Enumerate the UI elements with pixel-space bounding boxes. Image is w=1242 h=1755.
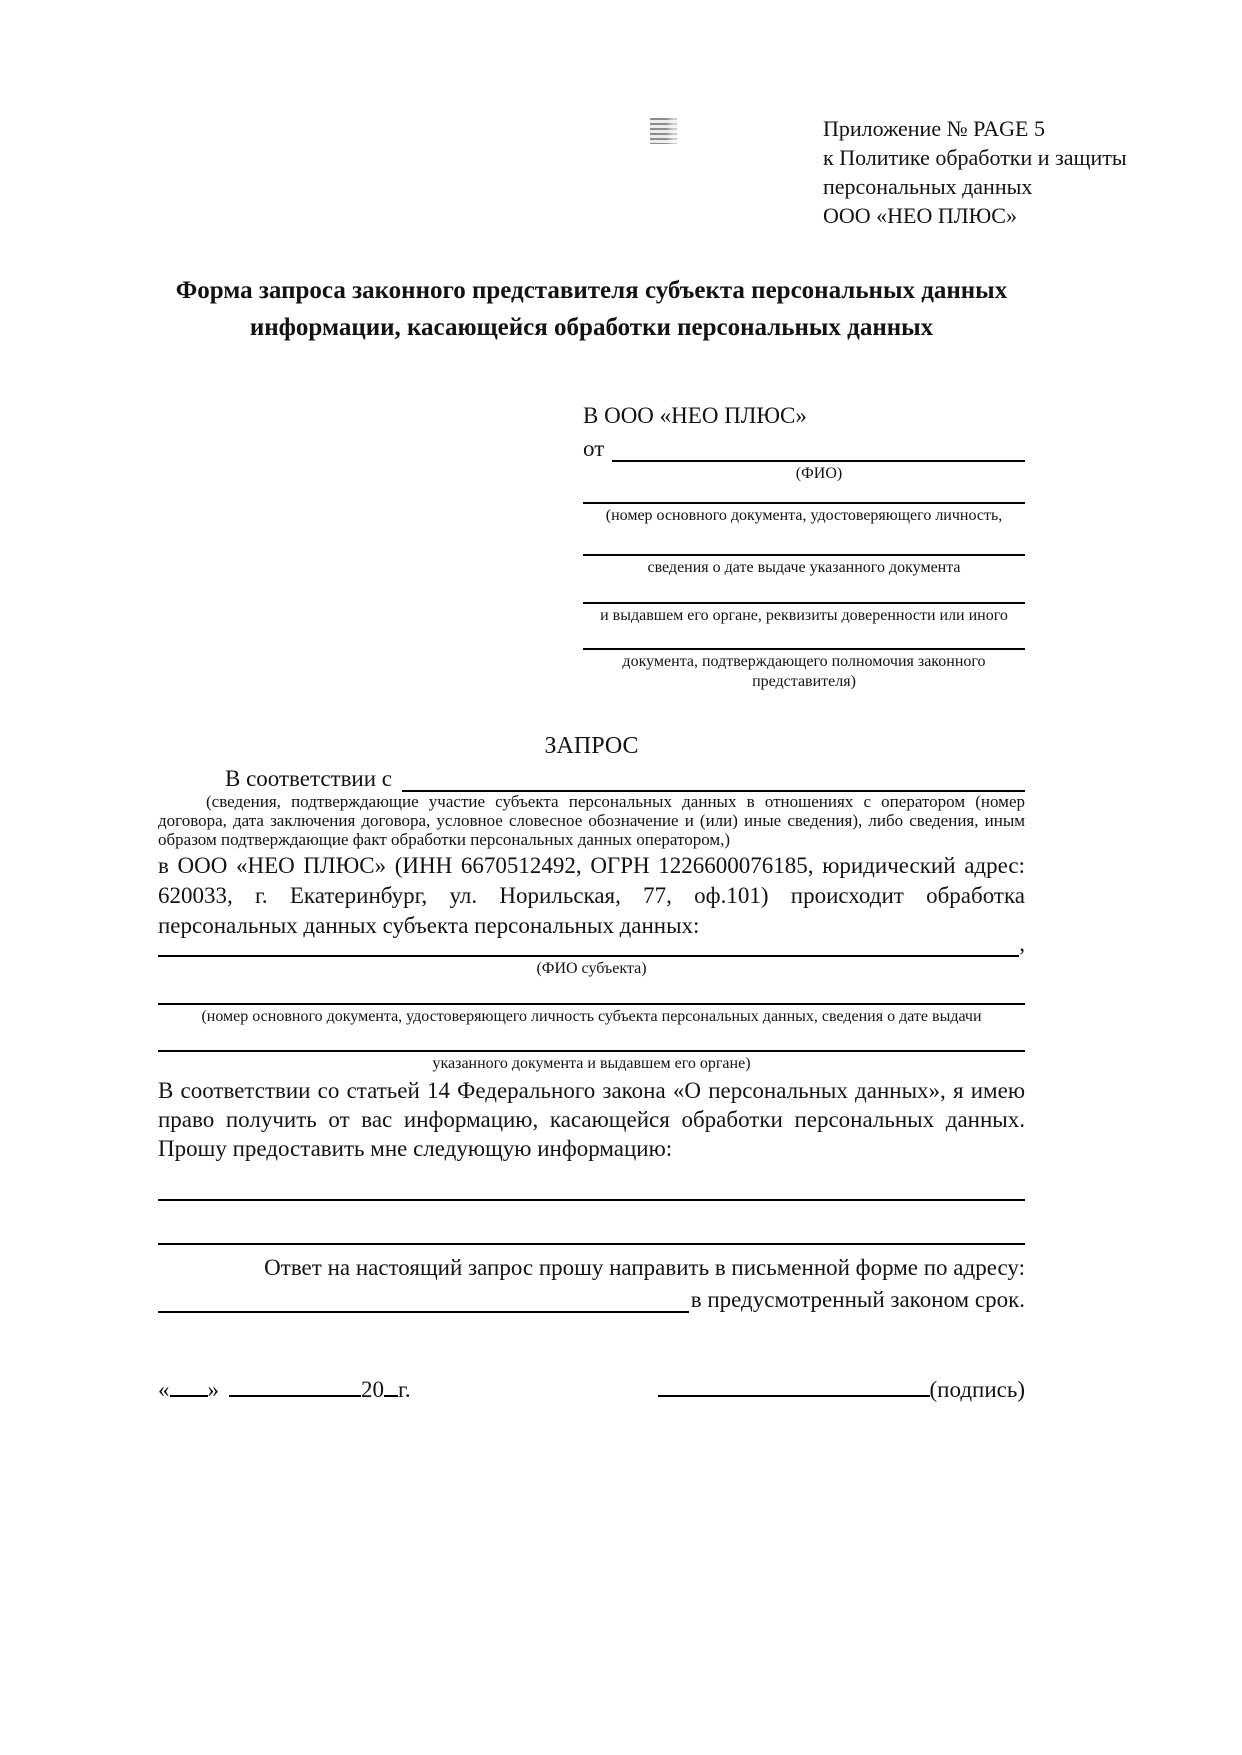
subject-fio-caption: (ФИО субъекта): [536, 960, 647, 977]
doc-authority-caption: и выдавшем его органе, реквизиты доверенности или иного: [600, 607, 1008, 624]
date-year-suffix: г.: [398, 1377, 411, 1402]
request-heading: ЗАПРОС: [544, 733, 639, 759]
fio-caption: (ФИО): [795, 465, 843, 482]
signature-blank-line: [658, 1375, 930, 1397]
document-title: [158, 272, 1025, 346]
in-accordance-label: В соответствии с: [225, 766, 393, 791]
reply-address-row: [158, 1283, 1025, 1313]
date-quote-open: «: [158, 1377, 170, 1402]
subject-fio-row: [158, 931, 1025, 957]
doc-number-caption: (номер основного документа, удостоверяющего личность,: [605, 507, 1003, 524]
appendix-policy-line1: к Политике обработки и защиты: [823, 145, 1127, 170]
reply-tail-text: в предусмотренный законом срок.: [690, 1287, 1025, 1312]
subject-doc-caption-2: указанного документа и выдавшем его органе): [432, 1055, 751, 1072]
signature-caption: (подпись): [929, 1377, 1025, 1402]
reply-request-line: Ответ на настоящий запрос прошу направить в письменной форме по адресу:: [264, 1255, 1025, 1280]
reply-address-blank-line: [158, 1285, 689, 1313]
in-accordance-blank-line: [402, 766, 1025, 792]
date-quote-close: »: [207, 1377, 219, 1402]
subject-fio-blank-line: [158, 941, 1019, 957]
date-month-blank: [229, 1375, 361, 1397]
doc-issue-date-group: [583, 526, 1025, 578]
doc-authority-blank-line: [583, 578, 1025, 604]
subject-doc-blank-line-1: [158, 979, 1025, 1005]
document-title-line2: информации, касающейся обработки персональных данных: [249, 314, 934, 341]
information-blank-line-2: [158, 1201, 1025, 1245]
date-year-blank: [384, 1375, 398, 1397]
appendix-number-line: Приложение № PAGE 5: [823, 116, 1045, 141]
subject-doc-blank-line-2: [158, 1027, 1025, 1052]
appendix-company: ООО «НЕО ПЛЮС»: [823, 203, 1017, 228]
doc-powers-caption: документа, подтверждающего полномочия законного представителя): [622, 653, 986, 690]
recipient-block: [583, 402, 1025, 692]
from-label: от: [583, 436, 605, 461]
appendix-policy-line2: персональных данных: [823, 174, 1033, 199]
recipient-to: В ООО «НЕО ПЛЮС»: [583, 403, 807, 428]
date-group: [158, 1375, 411, 1405]
doc-authority-group: [583, 578, 1025, 626]
law-paragraph: В соответствии со статьей 14 Федерального закона «О персональных данных», я имею право получить от вас информацию, касающейся обработки персональных данных. Прошу предоставить мне следующую информацию:: [158, 1078, 1025, 1161]
fine-print-caption: (сведения, подтверждающие участие субъекта персональных данных в отношениях с оператором (номер договора, дата заключения договора, условное словесное обозначение и (или) иные сведения), либо сведения, иным образом подтверждающие факт обработки персональных данных оператором,): [158, 792, 1025, 849]
signature-group: [658, 1375, 1025, 1405]
date-year-prefix: 20: [361, 1377, 384, 1402]
trailing-comma: ,: [1019, 931, 1025, 956]
doc-issue-date-blank-line: [583, 526, 1025, 556]
doc-powers-group: [583, 626, 1025, 692]
doc-number-group: [583, 484, 1025, 526]
appendix-header: [823, 114, 1127, 230]
doc-issue-date-caption: сведения о дате выдаче указанного документа: [647, 559, 961, 576]
date-day-blank: [170, 1375, 208, 1397]
in-accordance-row: [158, 766, 1025, 792]
fio-blank-line: [612, 436, 1025, 462]
operator-paragraph: в ООО «НЕО ПЛЮС» (ИНН 6670512492, ОГРН 1226600076185, юридический адрес: 620033, г. Екатеринбург, ул. Норильская, 77, оф.101) происходит обработка персональных данных субъекта персональных данных:: [158, 853, 1025, 938]
document-title-line1: Форма запроса законного представителя субъекта персональных данных: [175, 277, 1008, 304]
from-row: [583, 434, 1025, 462]
information-blank-line-1: [158, 1163, 1025, 1201]
document-content: [158, 272, 1025, 1405]
doc-powers-blank-line: [583, 626, 1025, 650]
embedded-object-stripes-icon: [650, 118, 677, 144]
subject-doc-caption-1: (номер основного документа, удостоверяющего личность субъекта персональных данных, сведения о дате выдачи: [201, 1008, 982, 1025]
doc-number-blank-line: [583, 484, 1025, 504]
signature-row: [158, 1375, 1025, 1405]
